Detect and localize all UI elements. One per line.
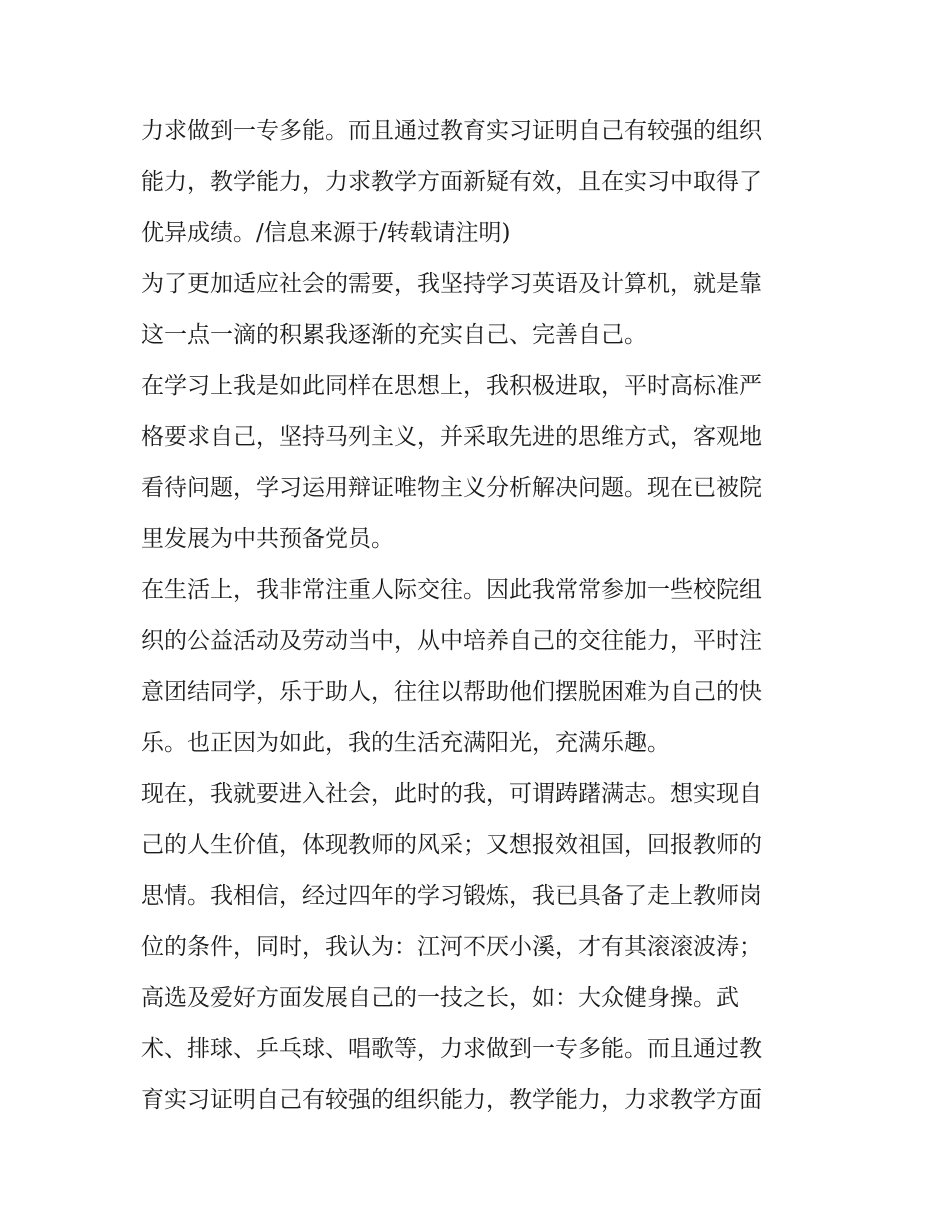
text-line: 在生活上，我非常注重人际交往。因此我常常参加一些校院组 [141,577,762,603]
text-line: 思情。我相信，经过四年的学习锻炼，我已具备了走上教师岗 [141,883,762,909]
text-line: 为了更加适应社会的需要，我坚持学习英语及计算机，就是靠 [141,271,762,297]
document-body-text [141,106,813,1126]
text-line: 术、排球、乒乓球、唱歌等，力求做到一专多能。而且通过教 [141,1036,762,1062]
text-line: 这一点一滴的积累我逐渐的充实自己、完善自己。 [141,322,647,348]
text-line: 里发展为中共预备党员。 [141,526,394,552]
text-line: 在学习上我是如此同样在思想上，我积极进取，平时高标准严 [141,373,762,399]
text-line: 意团结同学，乐于助人，往往以帮助他们摆脱困难为自己的快 [141,679,762,705]
text-line: 能力，教学能力，力求教学方面新疑有效，且在实习中取得了 [141,169,762,195]
text-line: 看待问题，学习运用辩证唯物主义分析解决问题。现在已被院 [141,475,762,501]
text-line: 现在，我就要进入社会，此时的我，可谓踌躇满志。想实现自 [141,781,762,807]
text-line: 格要求自己，坚持马列主义，并采取先进的思维方式，客观地 [141,424,762,450]
text-line: 育实习证明自己有较强的组织能力，教学能力，力求教学方面 [141,1087,762,1113]
text-line: 优异成绩。/信息来源于/转载请注明) [141,220,511,246]
text-line: 乐。也正因为如此，我的生活充满阳光，充满乐趣。 [141,730,670,756]
text-line: 高选及爱好方面发展自己的一技之长，如：大众健身操。武 [141,985,739,1011]
text-line: 力求做到一专多能。而且通过教育实习证明自己有较强的组织 [141,118,762,144]
text-line: 位的条件，同时，我认为：江河不厌小溪，才有其滚滚波涛； [141,934,762,960]
text-line: 织的公益活动及劳动当中，从中培养自己的交往能力，平时注 [141,628,762,654]
text-line: 己的人生价值，体现教师的风采；又想报效祖国，回报教师的 [141,832,762,858]
